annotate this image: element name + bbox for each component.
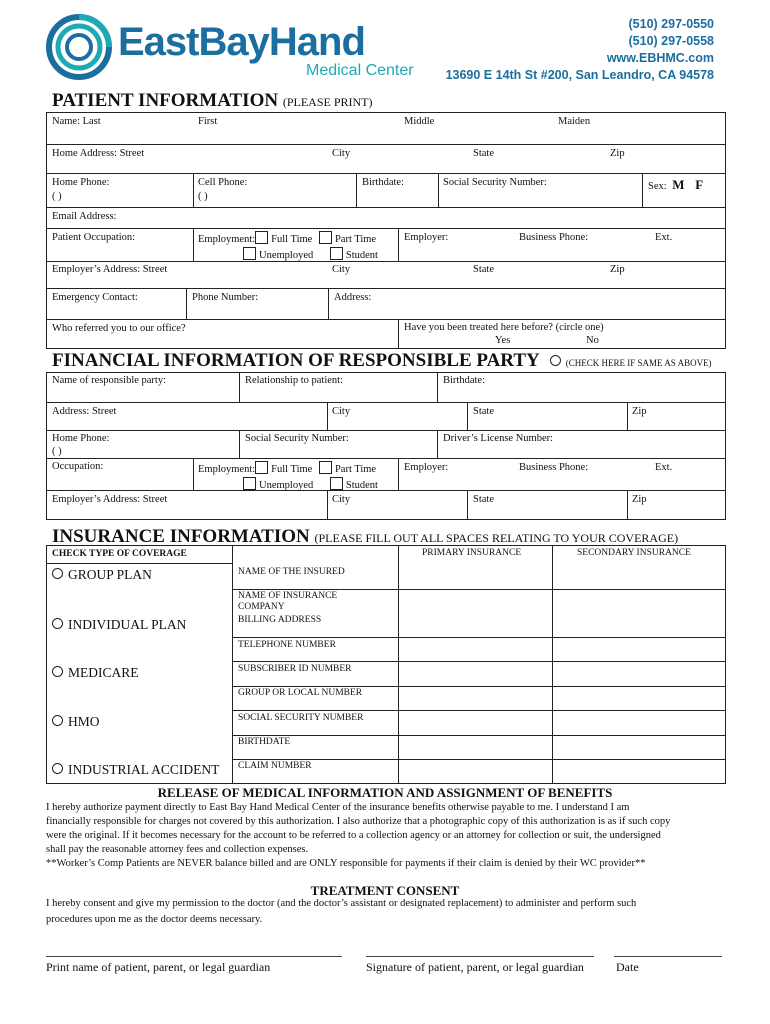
responsible-employer-address-label: Employer’s Address: Street <box>52 494 168 505</box>
employer-state-label: State <box>473 264 494 275</box>
treated-yes-option[interactable]: Yes <box>495 335 511 346</box>
clinic-address: 13690 E 14th St #200, San Leandro, CA 94578 <box>445 68 714 82</box>
financial-section-title: FINANCIAL INFORMATION OF RESPONSIBLE PARTY (CHECK HERE IF SAME AS ABOVE) <box>52 350 712 371</box>
birthdate-label: Birthdate: <box>362 177 404 188</box>
check-type-header: CHECK TYPE OF COVERAGE <box>52 549 187 559</box>
circle-icon <box>52 618 63 629</box>
cell-phone-paren[interactable]: ( ) <box>198 191 208 202</box>
primary-insurance-header: PRIMARY INSURANCE <box>422 548 522 558</box>
sex-label: Sex: M F <box>648 177 704 192</box>
phone-2: (510) 297-0558 <box>628 34 714 48</box>
coverage-hmo[interactable]: HMO <box>52 714 100 730</box>
full-time-checkbox[interactable] <box>255 231 268 244</box>
circle-icon <box>52 568 63 579</box>
state-label: State <box>473 148 494 159</box>
brand-sub: Medical Center <box>306 62 414 79</box>
treated-before-label: Have you been treated here before? (circle one) <box>404 322 604 333</box>
name-first-label: First <box>198 116 218 127</box>
row-name-insured: NAME OF THE INSURED <box>238 567 345 577</box>
consent-text: I hereby consent and give my permission to the doctor (and the doctor’s assistant or designated replacement) to administer and perform such procedures upon me as the doctor deems necessary. <box>46 898 637 925</box>
relationship-label: Relationship to patient: <box>245 375 343 386</box>
release-title: RELEASE OF MEDICAL INFORMATION AND ASSIGNMENT OF BENEFITS <box>157 785 613 800</box>
secondary-insurance-header: SECONDARY INSURANCE <box>577 548 691 558</box>
fin-student-checkbox[interactable] <box>330 477 343 490</box>
signature-label: Signature of patient, parent, or legal guardian <box>366 960 584 974</box>
row-telephone: TELEPHONE NUMBER <box>238 640 336 650</box>
drivers-license-label: Driver’s License Number: <box>443 433 554 444</box>
home-phone-label: Home Phone: <box>52 177 110 188</box>
fin-unemployed-checkbox[interactable] <box>243 477 256 490</box>
employment-options: Employment: Full Time Part Time Unemployed Student <box>198 231 378 263</box>
responsible-employer-zip-label: Zip <box>632 494 647 505</box>
sex-m-option[interactable]: M <box>672 177 685 192</box>
employer-address-label: Employer’s Address: Street <box>52 264 168 275</box>
date-label: Date <box>616 960 639 974</box>
responsible-ext-label: Ext. <box>655 462 673 473</box>
responsible-employment-options: Employment: Full Time Part Time Unemployed Student <box>198 461 378 493</box>
logo-mark-icon <box>46 14 112 80</box>
name-last-label: Name: Last <box>52 116 101 127</box>
responsible-birthdate-label: Birthdate: <box>443 375 485 386</box>
insurance-section-title: INSURANCE INFORMATION (PLEASE FILL OUT ALL SPACES RELATING TO YOUR COVERAGE) <box>52 526 679 547</box>
circle-icon <box>52 715 63 726</box>
responsible-state-label: State <box>473 406 494 417</box>
fin-full-time-checkbox[interactable] <box>255 461 268 474</box>
sex-f-option[interactable]: F <box>695 177 704 192</box>
responsible-zip-label: Zip <box>632 406 647 417</box>
row-birthdate: BIRTHDATE <box>238 737 291 747</box>
responsible-home-phone-paren[interactable]: ( ) <box>52 446 62 457</box>
treated-no-option[interactable]: No <box>586 335 599 346</box>
emergency-contact-label: Emergency Contact: <box>52 292 138 303</box>
referred-label: Who referred you to our office? <box>52 323 186 334</box>
city-label: City <box>332 148 351 159</box>
ssn-label: Social Security Number: <box>443 177 547 188</box>
row-social-security: SOCIAL SECURITY NUMBER <box>238 713 364 723</box>
coverage-group-plan[interactable]: GROUP PLAN <box>52 567 152 583</box>
home-phone-paren[interactable]: ( ) <box>52 191 62 202</box>
employer-label: Employer: <box>404 232 449 243</box>
row-subscriber-id: SUBSCRIBER ID NUMBER <box>238 664 352 674</box>
print-name-line[interactable] <box>46 956 342 957</box>
responsible-ssn-label: Social Security Number: <box>245 433 349 444</box>
responsible-business-phone-label: Business Phone: <box>519 462 589 473</box>
responsible-name-label: Name of responsible party: <box>52 375 167 386</box>
employer-city-label: City <box>332 264 351 275</box>
brand-main: EastBayHand <box>118 20 365 64</box>
consent-title: TREATMENT CONSENT <box>310 883 460 898</box>
emergency-phone-label: Phone Number: <box>192 292 259 303</box>
coverage-medicare[interactable]: MEDICARE <box>52 665 139 681</box>
name-middle-label: Middle <box>404 116 435 127</box>
responsible-employer-label: Employer: <box>404 462 449 473</box>
phone-1: (510) 297-0550 <box>628 17 714 31</box>
signature-line[interactable] <box>366 956 594 957</box>
row-insurance-company: NAME OF INSURANCE COMPANY <box>238 591 338 612</box>
responsible-employer-city-label: City <box>332 494 351 505</box>
logo <box>46 14 112 80</box>
release-text: I hereby authorize payment directly to East Bay Hand Medical Center of the insurance benefits otherwise payable to me. I understand I am financially responsible for charges not covered by this authorization. I also authorize that a photographic copy of this authorization is as if such copy were the original. If it becomes necessary for the account to be referred to a collection agency or an attorney for collection or suit, the undersigned shall pay the reasonable attorney fees and collection expenses. **Worker’s Comp Patients are NEVER balance billed and are ONLY responsible for payments if their claim is denied by their WC provider** <box>46 802 671 869</box>
home-address-label: Home Address: Street <box>52 148 145 159</box>
print-name-label: Print name of patient, parent, or legal guardian <box>46 960 271 974</box>
row-billing-address: BILLING ADDRESS <box>238 615 322 625</box>
emergency-address-label: Address: <box>334 292 372 303</box>
circle-icon <box>52 763 63 774</box>
responsible-city-label: City <box>332 406 351 417</box>
fin-part-time-checkbox[interactable] <box>319 461 332 474</box>
responsible-home-phone-label: Home Phone: <box>52 433 110 444</box>
patient-section-title: PATIENT INFORMATION (PLEASE PRINT) <box>52 90 373 111</box>
student-checkbox[interactable] <box>330 247 343 260</box>
same-as-above-circle-icon[interactable] <box>550 355 561 366</box>
responsible-employer-state-label: State <box>473 494 494 505</box>
name-maiden-label: Maiden <box>558 116 591 127</box>
zip-label: Zip <box>610 148 625 159</box>
website[interactable]: www.EBHMC.com <box>606 51 714 65</box>
email-label: Email Address: <box>52 211 117 222</box>
unemployed-checkbox[interactable] <box>243 247 256 260</box>
date-line[interactable] <box>614 956 722 957</box>
part-time-checkbox[interactable] <box>319 231 332 244</box>
occupation-label: Patient Occupation: <box>52 232 136 243</box>
coverage-industrial-accident[interactable]: INDUSTRIAL ACCIDENT <box>52 762 219 778</box>
business-phone-label: Business Phone: <box>519 232 589 243</box>
responsible-address-label: Address: Street <box>52 406 117 417</box>
ext-label: Ext. <box>655 232 673 243</box>
circle-icon <box>52 666 63 677</box>
cell-phone-label: Cell Phone: <box>198 177 248 188</box>
row-claim-number: CLAIM NUMBER <box>238 761 312 771</box>
row-group-number: GROUP OR LOCAL NUMBER <box>238 688 363 698</box>
coverage-individual-plan[interactable]: INDIVIDUAL PLAN <box>52 617 186 633</box>
responsible-occupation-label: Occupation: <box>52 461 104 472</box>
employer-zip-label: Zip <box>610 264 625 275</box>
